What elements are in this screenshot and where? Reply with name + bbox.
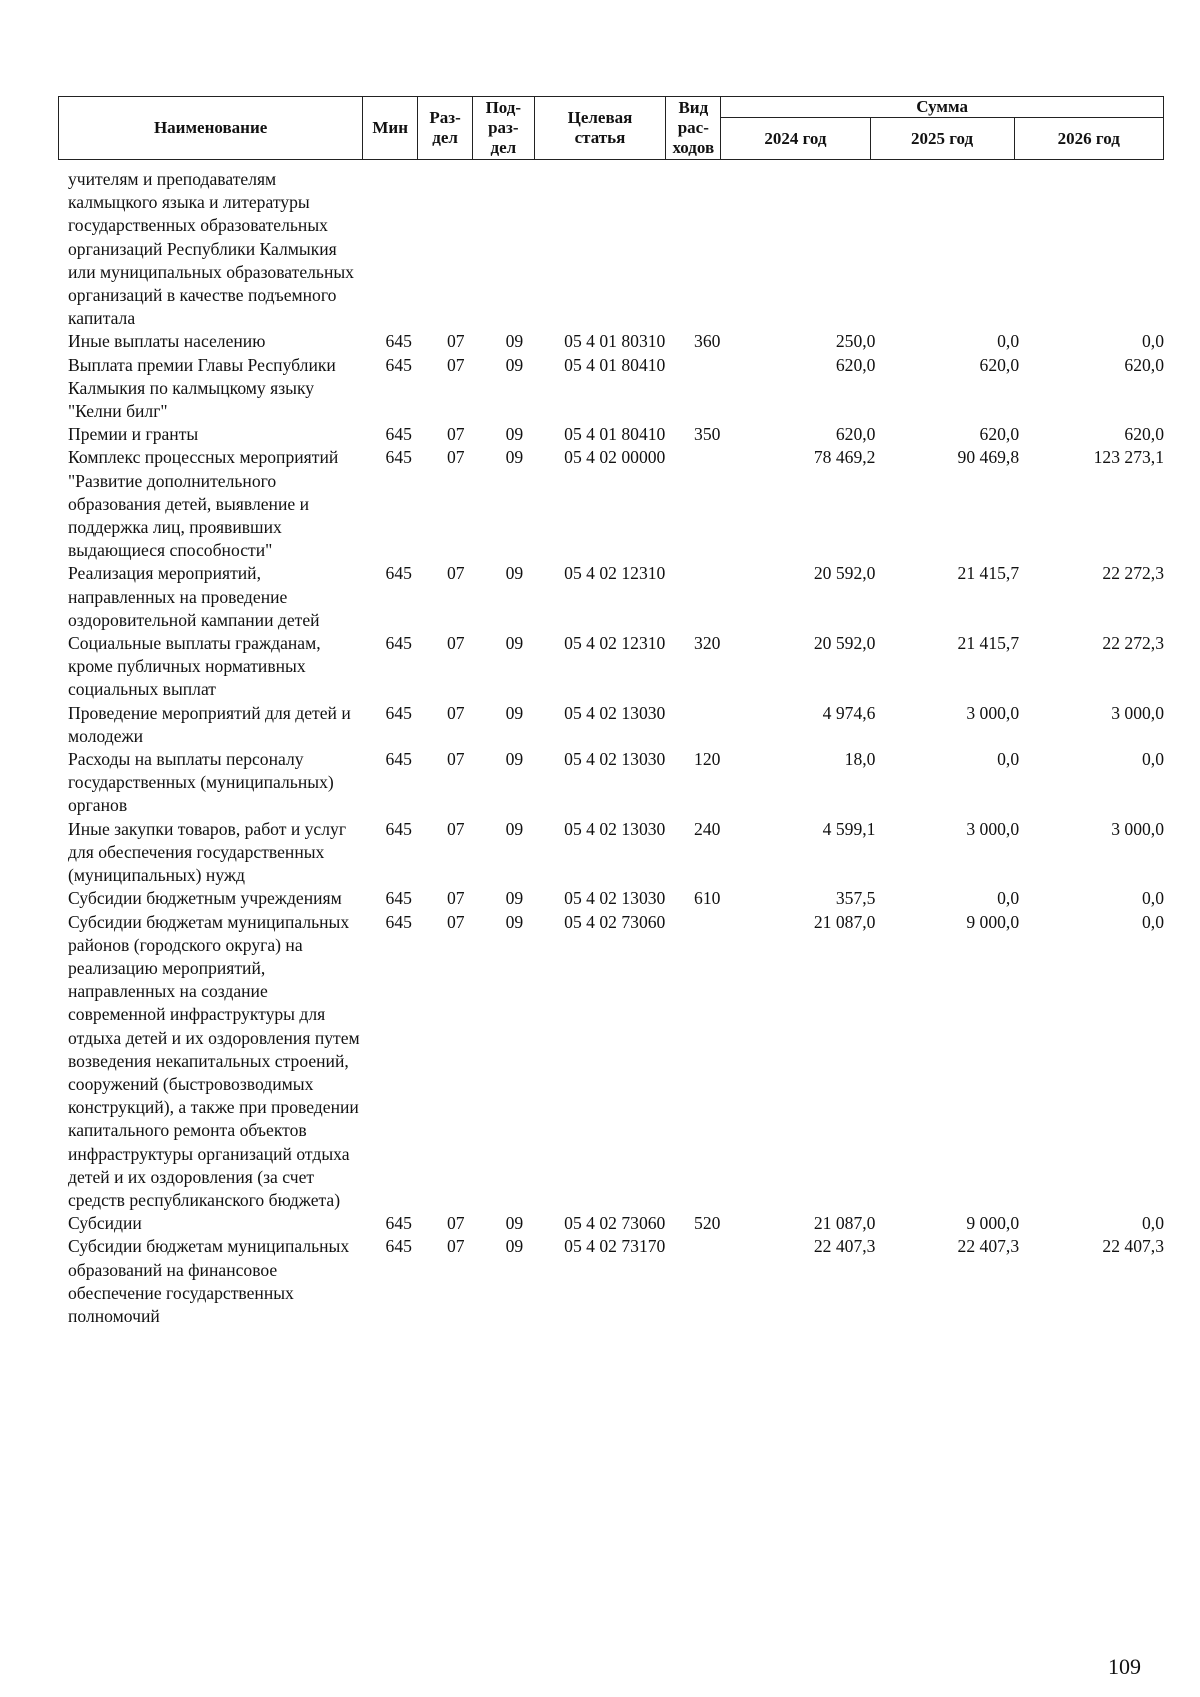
- row-razdel: 07: [446, 354, 465, 375]
- table-row: [62, 818, 1172, 888]
- table-row: [62, 632, 1172, 702]
- row-target: 05 4 01 80310: [564, 331, 666, 352]
- row-vid: 240: [694, 818, 721, 839]
- row-min: 645: [385, 749, 412, 770]
- row-target: 05 4 01 80410: [564, 424, 666, 445]
- row-podrazdel: 09: [505, 354, 524, 375]
- row-2026: 0,0: [1142, 911, 1164, 932]
- header-vid: Вид рас- ходов: [666, 97, 721, 160]
- table-row: [62, 354, 1172, 424]
- row-2024: 357,5: [835, 888, 876, 909]
- row-2026: 3 000,0: [1111, 702, 1164, 723]
- row-2026: 3 000,0: [1111, 818, 1164, 839]
- row-name: Премии и гранты: [68, 424, 199, 445]
- row-name: Расходы на выплаты персоналу государственных (муниципальных) органов: [68, 749, 334, 816]
- row-target: 05 4 02 73060: [564, 1213, 666, 1234]
- row-podrazdel: 09: [505, 818, 524, 839]
- row-name: Субсидии бюджетным учреждениям: [68, 888, 342, 909]
- header-min: Мин: [363, 97, 418, 160]
- row-target: 05 4 02 73060: [564, 911, 666, 932]
- row-podrazdel: 09: [505, 749, 524, 770]
- row-name: Реализация мероприятий, направленных на проведение оздоровительной кампании детей: [68, 563, 320, 630]
- row-name: Субсидии бюджетам муниципальных районов (городского округа) на реализацию мероприятий, направленных на создание современной инфраструктуры для отдыха детей и их оздоровления путем возведения некапитальных строений, сооружений (быстровозводимых конструкций), а также при проведении капитального ремонта объектов инфраструктуры организаций отдыха детей и их оздоровления (за счет средств республиканского бюджета): [68, 911, 360, 1210]
- row-name: учителям и преподавателям калмыцкого языка и литературы государственных образовательных организаций Республики Калмыкия или муниципальных образовательных организаций в качестве подъемного капитала: [68, 169, 354, 329]
- row-podrazdel: 09: [505, 702, 524, 723]
- header-name: Наименование: [59, 97, 363, 160]
- row-2025: 0,0: [997, 888, 1020, 909]
- row-2025: 9 000,0: [966, 1213, 1020, 1234]
- row-2025: 21 415,7: [957, 633, 1020, 654]
- row-target: 05 4 01 80410: [564, 354, 666, 375]
- table-row: [62, 1235, 1172, 1328]
- page-number: 109: [1108, 1654, 1141, 1679]
- row-min: 645: [385, 1236, 412, 1257]
- row-target: 05 4 02 73170: [564, 1236, 666, 1257]
- row-2024: 20 592,0: [813, 633, 876, 654]
- row-2024: 21 087,0: [813, 911, 876, 932]
- table-header: [58, 96, 1164, 160]
- row-2026: 0,0: [1142, 749, 1164, 770]
- table-row: [62, 330, 1172, 353]
- header-target: Целевая статья: [534, 97, 666, 160]
- row-2025: 0,0: [997, 331, 1020, 352]
- row-podrazdel: 09: [505, 911, 524, 932]
- row-vid: 520: [694, 1213, 721, 1234]
- row-target: 05 4 02 13030: [564, 702, 666, 723]
- table-row: [62, 748, 1172, 818]
- row-vid: [686, 562, 741, 632]
- budget-table: [62, 168, 1172, 1328]
- table-row: [62, 562, 1172, 632]
- row-2026: 0,0: [1142, 331, 1164, 352]
- table-row: [62, 911, 1172, 1213]
- row-razdel: 07: [446, 749, 465, 770]
- row-razdel: 07: [446, 331, 465, 352]
- row-2025: 90 469,8: [957, 447, 1020, 468]
- row-min: 645: [385, 354, 412, 375]
- header-2024: 2024 год: [721, 118, 870, 160]
- row-min: [371, 168, 426, 330]
- row-vid: 610: [694, 888, 721, 909]
- row-name: Субсидии: [68, 1213, 142, 1234]
- row-min: 645: [385, 888, 412, 909]
- row-2024: [741, 168, 884, 330]
- row-2024: 4 599,1: [822, 818, 876, 839]
- row-razdel: 07: [446, 633, 465, 654]
- row-target: 05 4 02 13030: [564, 888, 666, 909]
- row-2026: 123 273,1: [1093, 447, 1164, 468]
- row-2026: 22 272,3: [1102, 563, 1164, 584]
- row-name: Проведение мероприятий для детей и молодежи: [68, 702, 351, 746]
- row-target: 05 4 02 13030: [564, 818, 666, 839]
- row-podrazdel: 09: [505, 633, 524, 654]
- row-2024: 78 469,2: [813, 447, 876, 468]
- row-min: 645: [385, 447, 412, 468]
- row-vid: [686, 702, 741, 748]
- row-podrazdel: 09: [505, 424, 524, 445]
- row-2026: [1027, 168, 1172, 330]
- row-min: 645: [385, 563, 412, 584]
- header-podrazdel: Под- раз- дел: [473, 97, 535, 160]
- row-podrazdel: 09: [505, 331, 524, 352]
- row-name: Иные закупки товаров, работ и услуг для обеспечения государственных (муниципальных) нужд: [68, 818, 347, 886]
- header-2026: 2026 год: [1014, 118, 1163, 160]
- row-min: 645: [385, 818, 412, 839]
- row-2025: 21 415,7: [957, 563, 1020, 584]
- row-2025: 9 000,0: [966, 911, 1020, 932]
- row-2025: 0,0: [997, 749, 1020, 770]
- row-vid: 320: [694, 633, 721, 654]
- table-row: [62, 423, 1172, 446]
- table-row: [62, 702, 1172, 748]
- row-vid: [686, 911, 741, 1213]
- row-2025: 620,0: [979, 354, 1020, 375]
- row-vid: [686, 446, 741, 562]
- row-vid: [686, 354, 741, 424]
- row-2024: 22 407,3: [813, 1236, 876, 1257]
- row-target: [543, 168, 686, 330]
- table-row: [62, 446, 1172, 562]
- row-2024: 250,0: [835, 331, 876, 352]
- row-2026: 620,0: [1124, 354, 1164, 375]
- row-razdel: 07: [446, 911, 465, 932]
- row-name: Социальные выплаты гражданам, кроме публичных нормативных социальных выплат: [68, 633, 321, 700]
- row-2025: 620,0: [979, 424, 1020, 445]
- row-2026: 0,0: [1142, 1213, 1164, 1234]
- row-2024: 620,0: [835, 354, 876, 375]
- row-2024: 21 087,0: [813, 1213, 876, 1234]
- row-razdel: [426, 168, 485, 330]
- row-name: Субсидии бюджетам муниципальных образований на финансовое обеспечение государственных полномочий: [68, 1236, 350, 1326]
- row-min: 645: [385, 633, 412, 654]
- row-min: 645: [385, 331, 412, 352]
- row-2025: 3 000,0: [966, 702, 1020, 723]
- table-row: [62, 1212, 1172, 1235]
- row-2024: 620,0: [835, 424, 876, 445]
- row-razdel: 07: [446, 888, 465, 909]
- row-podrazdel: 09: [505, 563, 524, 584]
- row-2026: 620,0: [1124, 424, 1164, 445]
- row-2025: 22 407,3: [957, 1236, 1020, 1257]
- row-target: 05 4 02 12310: [564, 633, 666, 654]
- row-min: 645: [385, 911, 412, 932]
- row-razdel: 07: [446, 702, 465, 723]
- row-razdel: 07: [446, 447, 465, 468]
- row-vid: 360: [694, 331, 721, 352]
- row-2024: 20 592,0: [813, 563, 876, 584]
- row-2026: 22 272,3: [1102, 633, 1164, 654]
- row-vid: [686, 1235, 741, 1328]
- row-2025: 3 000,0: [966, 818, 1020, 839]
- row-podrazdel: 09: [505, 1236, 524, 1257]
- row-razdel: 07: [446, 424, 465, 445]
- row-target: 05 4 02 12310: [564, 563, 666, 584]
- row-podrazdel: 09: [505, 888, 524, 909]
- row-razdel: 07: [446, 818, 465, 839]
- row-min: 645: [385, 424, 412, 445]
- row-2025: [883, 168, 1027, 330]
- row-2024: 4 974,6: [822, 702, 876, 723]
- row-podrazdel: 09: [505, 1213, 524, 1234]
- row-name: Иные выплаты населению: [68, 331, 266, 352]
- row-2026: 22 407,3: [1102, 1236, 1164, 1257]
- row-vid: 350: [694, 424, 721, 445]
- row-name: Комплекс процессных мероприятий "Развитие дополнительного образования детей, выявление и поддержка лиц, проявивших выдающиеся способности": [68, 447, 339, 561]
- row-razdel: 07: [446, 563, 465, 584]
- row-min: 645: [385, 702, 412, 723]
- row-vid: 120: [694, 749, 721, 770]
- header-summa: Сумма: [721, 97, 1164, 118]
- header-2025: 2025 год: [870, 118, 1014, 160]
- row-podrazdel: 09: [505, 447, 524, 468]
- row-target: 05 4 02 00000: [564, 447, 666, 468]
- table-row: [62, 168, 1172, 330]
- table-row: [62, 887, 1172, 910]
- row-name: Выплата премии Главы Республики Калмыкия по калмыцкому языку "Келни билг": [68, 354, 336, 422]
- header-razdel: Раз- дел: [418, 97, 473, 160]
- row-razdel: 07: [446, 1213, 465, 1234]
- row-vid: [686, 168, 741, 330]
- row-razdel: 07: [446, 1236, 465, 1257]
- row-podrazdel: [485, 168, 543, 330]
- row-target: 05 4 02 13030: [564, 749, 666, 770]
- row-min: 645: [385, 1213, 412, 1234]
- row-2024: 18,0: [844, 749, 876, 770]
- row-2026: 0,0: [1142, 888, 1164, 909]
